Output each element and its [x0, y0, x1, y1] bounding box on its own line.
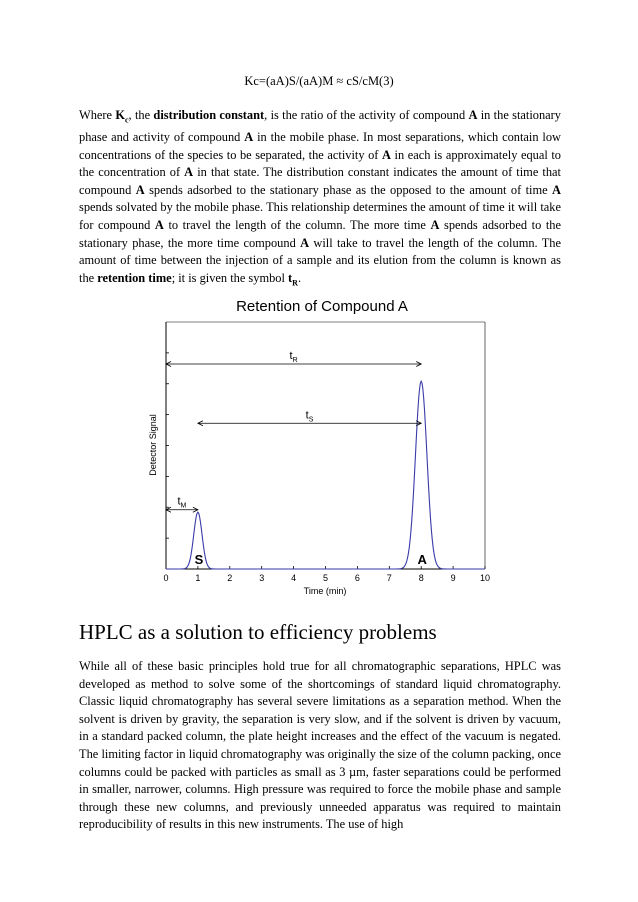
text: ; it is given the symbol: [171, 270, 289, 285]
paragraph-distribution-constant: [79, 107, 561, 292]
compound-a: A: [552, 182, 561, 197]
text: , the: [128, 108, 154, 122]
text: to travel the length of the column. The more time: [163, 218, 431, 233]
text: spends adsorbed to the stationary phase as the opposed to the amount of time: [144, 182, 553, 197]
compound-a: A: [244, 130, 254, 145]
text: spends solvated by the mobile phase. This relationship determines the amount of time it will take for compound: [79, 200, 561, 233]
chart-title: Retention of Compound A: [236, 298, 408, 315]
compound-a: A: [382, 147, 391, 162]
x-tick-label: 5: [322, 573, 329, 583]
term-distribution-constant: distribution constant: [153, 108, 265, 122]
text: .: [297, 270, 302, 285]
text: will take to travel the length of the column. The amount of time between the injection of a sample and its elution from the column is known as the: [79, 235, 561, 285]
plot-area: [166, 322, 485, 569]
compound-a: A: [135, 182, 145, 197]
detector-signal-line: [166, 381, 485, 569]
text: in the stationary phase and activity of compound: [79, 108, 561, 145]
text: in each is approximately equal to the concentration of: [79, 147, 561, 180]
arrow-label-subscript: M: [180, 502, 187, 510]
text: in the mobile phase. In most separations, which contain low concentrations of the species to be separated, the activity of: [79, 130, 561, 162]
tr-symbol: t: [288, 270, 293, 285]
peak-labels: [195, 552, 428, 567]
chromatogram-chart: [140, 292, 500, 602]
compound-a: A: [430, 218, 440, 233]
kc-symbol: K: [115, 108, 125, 122]
text: spends adsorbed to the stationary phase, the more time compound: [79, 218, 561, 250]
text: Where: [79, 108, 116, 122]
x-tick-label: 10: [479, 573, 491, 583]
peak-label: S: [194, 552, 204, 567]
arrow-label: $t_M$: [177, 495, 187, 510]
text: in that state. The distribution constant indicates the amount of time that compound: [79, 165, 561, 197]
arrow-label: $t_S$: [305, 409, 314, 424]
kc-subscript: c: [124, 115, 129, 125]
text: , is the ratio of the activity of compound: [264, 108, 469, 122]
x-tick-label: 4: [291, 573, 297, 583]
compound-a: A: [300, 235, 310, 250]
peak-label: A: [417, 552, 427, 567]
x-tick-label: 3: [259, 573, 265, 583]
x-axis-label: Time (min): [303, 586, 347, 596]
section-heading: HPLC as a solution to efficiency problems: [79, 620, 437, 644]
compound-a: A: [184, 165, 194, 180]
paragraph-hplc: While all of these basic principles hold true for all chromatographic separations, HPLC was developed as method to solve some of the shortcomings of standard liquid chromatography. Classic liquid chromatography has several severe limitations as a separation method. When the solvent is driven by gravity, the separation is very slow, and if the solvent is driven by vacuum, in a standard packed column, the plate height increases and the effect of the vacuum is negated. The limiting factor in liquid chromatography was originally the size of the column packing, once columns could be packed with particles as small as 3 µm, faster separations could be performed in smaller, narrower, columns. High pressure was required to force the mobile phase and sample through these new columns, and previously unneeded apparatus was required to maintain reproducibility of results in this new instruments. The use of high: [79, 659, 561, 832]
x-tick-label: 6: [354, 573, 360, 583]
x-tick-label: 2: [227, 573, 233, 583]
arrow-label-subscript: R: [292, 356, 298, 364]
y-axis-label: Detector Signal: [148, 414, 158, 476]
x-tick-label: 8: [418, 573, 424, 583]
term-retention-time: retention time: [97, 270, 172, 285]
arrow-label: $t_R$: [289, 349, 298, 364]
x-tick-label: 0: [163, 573, 169, 583]
arrow-label-subscript: S: [308, 416, 314, 424]
x-tick-label: 9: [450, 573, 456, 583]
x-tick-label: 1: [195, 573, 201, 583]
equation: Kc=(aA)S/(aA)M ≈ cS/cM(3): [244, 74, 394, 88]
tr-subscript: R: [292, 278, 298, 288]
retention-arrows: [166, 350, 421, 512]
x-tick-label: 7: [386, 573, 392, 583]
compound-a: A: [154, 218, 164, 233]
compound-a: A: [468, 108, 478, 122]
